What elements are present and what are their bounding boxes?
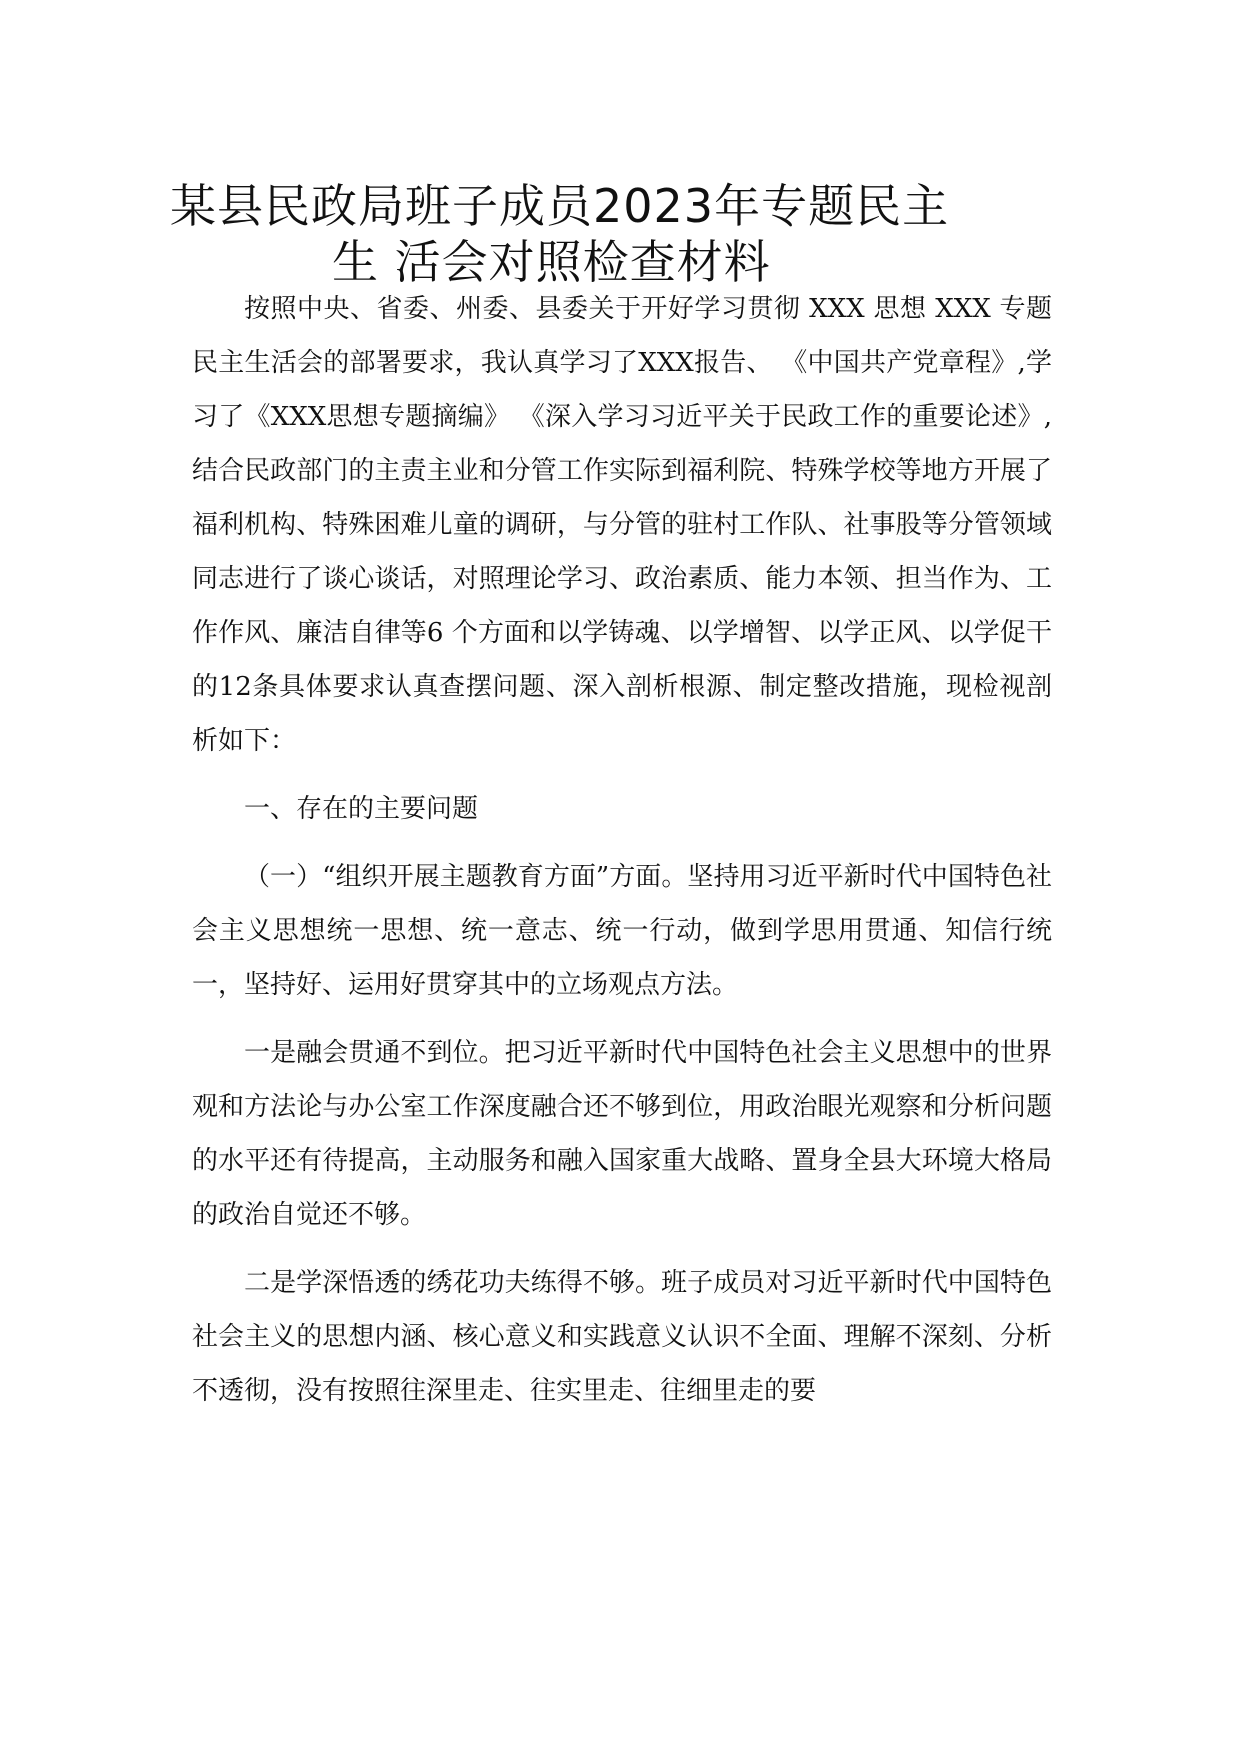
- point-one-paragraph: 一是融会贯通不到位。把习近平新时代中国特色社会主义思想中的世界观和方法论与办公室工作深度融合还不够到位，用政治眼光观察和分析问题的水平还有待提高，主动服务和融入国家重大战略、置身全县大环境大格局的政治自觉还不够。: [192, 1038, 1052, 1230]
- section-heading: 一、存在的主要问题: [244, 794, 479, 824]
- title-line-2: 生 活会对照检查材料: [332, 235, 771, 289]
- subsection-paragraph: （一）“组织开展主题教育方面”方面。坚持用习近平新时代中国特色社会主义思想统一思想、统一意志、统一行动，做到学思用贯通、知信行统一，坚持好、运用好贯穿其中的立场观点方法。: [192, 862, 1052, 1000]
- document-title: [170, 178, 1070, 290]
- intro-paragraph: 按照中央、省委、州委、县委关于开好学习贯彻 XXX 思想 XXX 专题民主生活会的部署要求，我认真学习了XXX报告、 《中国共产党章程》,学习了《XXX思想专题摘编》 《深入学习习近平关于民政工作的重要论述》,结合民政部门的主责主业和分管工作实际到福利院、特殊学校等地方开展了福利机构、特殊困难儿童的调研，与分管的驻村工作队、社事股等分管领域同志进行了谈心谈话，对照理论学习、政治素质、能力本领、担当作为、工作作风、廉洁自律等6 个方面和以学铸魂、以学增智、以学正风、以学促干的12条具体要求认真查摆问题、深入剖析根源、制定整改措施，现检视剖析如下：: [192, 294, 1052, 756]
- title-line-1: 某县民政局班子成员2023年专题民主: [170, 179, 950, 233]
- point-two-paragraph: 二是学深悟透的绣花功夫练得不够。班子成员对习近平新时代中国特色社会主义的思想内涵、核心意义和实践意义认识不全面、理解不深刻、分析不透彻，没有按照往深里走、往实里走、往细里走的要: [192, 1268, 1052, 1406]
- document-body: [192, 282, 1052, 1432]
